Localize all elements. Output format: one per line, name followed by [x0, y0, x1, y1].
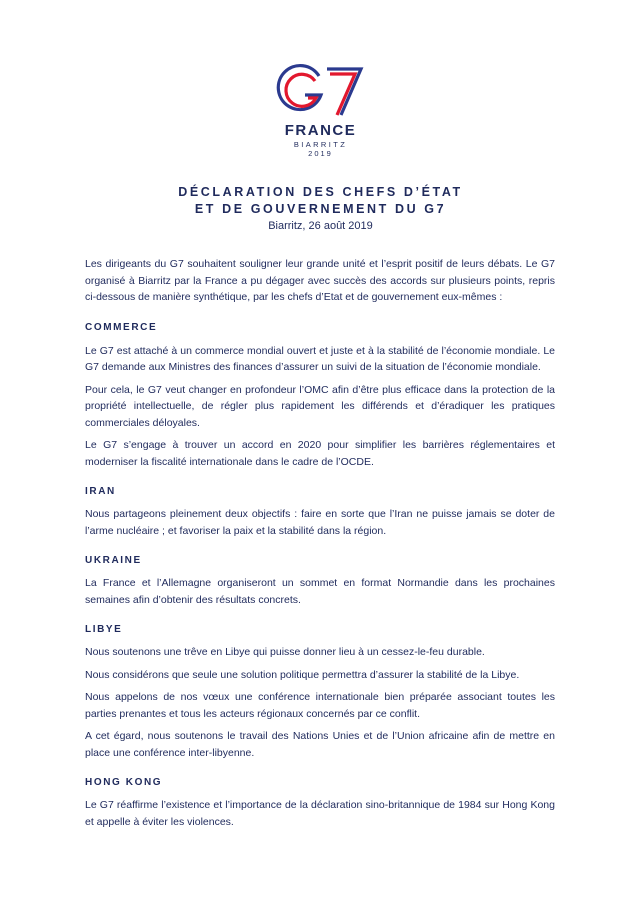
logo-country: FRANCE: [284, 122, 357, 139]
document-title: [0, 184, 641, 232]
document-body: [85, 256, 555, 830]
libye-paragraph: Nous appelons de nos vœux une conférence internationale bien préparée associant toutes les parties prenantes et tous les acteurs régionaux concernés par ce conflit.: [85, 691, 555, 720]
title-line-1: DÉCLARATION DES CHEFS D’ÉTAT: [178, 185, 463, 199]
g7-france-logo: [0, 62, 641, 158]
heading-hong-kong: HONG KONG: [85, 777, 163, 788]
commerce-paragraph: Le G7 s’engage à trouver un accord en 2020 pour simplifier les barrières réglementaires et moderniser la fiscalité internationale dans le cadre de l’OCDE.: [85, 439, 555, 468]
title-line-2: ET DE GOUVERNEMENT DU G7: [194, 202, 447, 216]
heading-commerce: COMMERCE: [85, 321, 158, 333]
g7-logo-mark: [275, 62, 367, 120]
libye-paragraph: Nous soutenons une trêve en Libye qui puisse donner lieu à un cessez-le-feu durable.: [85, 646, 485, 658]
logo-city: BIARRITZ: [293, 140, 348, 149]
title-place-date: Biarritz, 26 août 2019: [268, 220, 373, 232]
logo-year: 2019: [308, 149, 333, 158]
ukraine-paragraph: La France et l’Allemagne organiseront un sommet en format Normandie dans les prochaines semaines afin d’obtenir des résultats concrets.: [85, 577, 555, 606]
libye-paragraph: A cet égard, nous soutenons le travail des Nations Unies et de l’Union africaine afin de mettre en place une conférence inter-libyenne.: [85, 730, 555, 759]
heading-iran: IRAN: [85, 486, 116, 497]
commerce-paragraph: Le G7 est attaché à un commerce mondial ouvert et juste et à la stabilité de l’économie mondiale. Le G7 demande aux Ministres des finances d’assurer un suivi de la situation de l’économie mondiale.: [85, 344, 555, 373]
hong-kong-paragraph: Le G7 réaffirme l’existence et l’importance de la déclaration sino-britannique de 1984 sur Hong Kong et appelle à éviter les violences.: [85, 799, 555, 828]
commerce-paragraph: Pour cela, le G7 veut changer en profondeur l’OMC afin d’être plus efficace dans la protection de la propriété intellectuelle, de régler plus rapidement les différends et d’éradiquer les pratiques commerciales déloyales.: [85, 383, 555, 429]
libye-paragraph: Nous considérons que seule une solution politique permettra d’assurer la stabilité de la Libye.: [85, 668, 520, 681]
heading-ukraine: UKRAINE: [85, 555, 142, 566]
iran-paragraph: Nous partageons pleinement deux objectifs : faire en sorte que l’Iran ne puisse jamais se doter de l’arme nucléaire ; et favoriser la paix et la stabilité dans la région.: [85, 508, 555, 537]
intro-paragraph: Les dirigeants du G7 souhaitent souligner leur grande unité et l’esprit positif de leurs débats. Le G7 organisé à Biarritz par la France a pu dégager avec succès des accords sur plusieurs points, repris ci-dessous de manière synthétique, par les chefs d’Etat et de gouvernement eux-mêmes :: [85, 258, 555, 303]
heading-libye: LIBYE: [85, 624, 123, 635]
